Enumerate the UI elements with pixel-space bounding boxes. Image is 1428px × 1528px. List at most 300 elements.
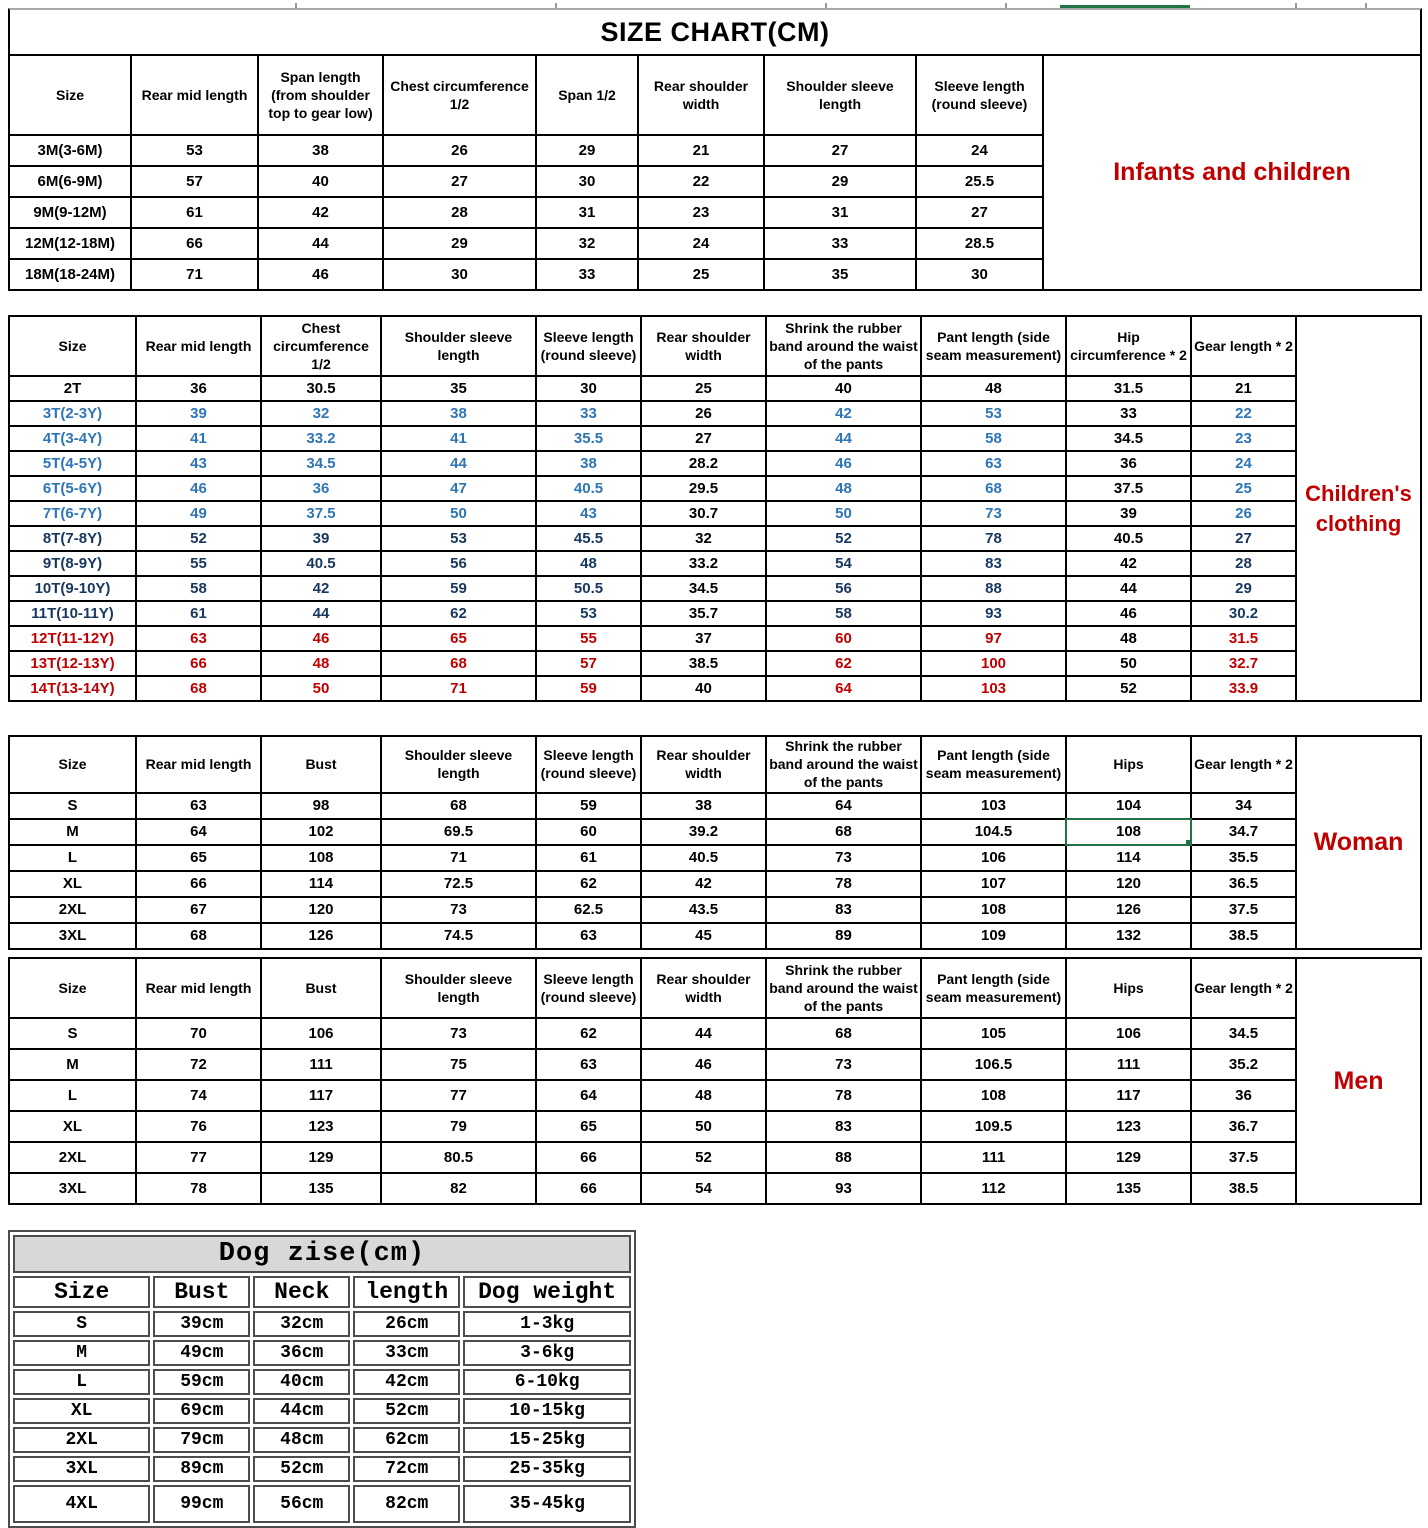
- column-header[interactable]: Size: [9, 736, 136, 793]
- value-cell[interactable]: 123: [261, 1111, 381, 1142]
- value-cell[interactable]: 31: [536, 197, 638, 228]
- value-cell[interactable]: 57: [536, 651, 641, 676]
- chart-title[interactable]: SIZE CHART(CM): [8, 8, 1422, 54]
- value-cell[interactable]: 83: [766, 1111, 921, 1142]
- column-header[interactable]: Pant length (side seam measurement): [921, 736, 1066, 793]
- value-cell[interactable]: 46: [136, 476, 261, 501]
- value-cell[interactable]: 29.5: [641, 476, 766, 501]
- value-cell[interactable]: 44: [258, 228, 383, 259]
- size-cell[interactable]: S: [9, 793, 136, 819]
- value-cell[interactable]: 41: [381, 426, 536, 451]
- value-cell[interactable]: 35-45kg: [463, 1485, 631, 1523]
- value-cell[interactable]: 52cm: [353, 1398, 460, 1424]
- value-cell[interactable]: 63: [136, 626, 261, 651]
- value-cell[interactable]: 38.5: [641, 651, 766, 676]
- selected-cell[interactable]: 108: [1066, 819, 1191, 845]
- value-cell[interactable]: 39.2: [641, 819, 766, 845]
- value-cell[interactable]: 57: [131, 166, 258, 197]
- size-cell[interactable]: 3XL: [9, 1173, 136, 1204]
- size-cell[interactable]: 4XL: [13, 1485, 150, 1523]
- size-cell[interactable]: 12M(12-18M): [9, 228, 131, 259]
- size-cell[interactable]: XL: [9, 1111, 136, 1142]
- value-cell[interactable]: 117: [1066, 1080, 1191, 1111]
- column-header[interactable]: Sleeve length (round sleeve): [916, 55, 1043, 135]
- woman-label[interactable]: Woman: [1297, 735, 1422, 950]
- value-cell[interactable]: 28.5: [916, 228, 1043, 259]
- column-header[interactable]: Pant length (side seam measurement): [921, 316, 1066, 376]
- value-cell[interactable]: 54: [766, 551, 921, 576]
- value-cell[interactable]: 24: [916, 135, 1043, 166]
- value-cell[interactable]: 72cm: [353, 1456, 460, 1482]
- column-header[interactable]: Shrink the rubber band around the waist of the pants: [766, 736, 921, 793]
- value-cell[interactable]: 63: [536, 923, 641, 949]
- value-cell[interactable]: 61: [136, 601, 261, 626]
- value-cell[interactable]: 43: [536, 501, 641, 526]
- value-cell[interactable]: 73: [921, 501, 1066, 526]
- value-cell[interactable]: 33: [536, 259, 638, 290]
- value-cell[interactable]: 44: [1066, 576, 1191, 601]
- value-cell[interactable]: 33.2: [261, 426, 381, 451]
- value-cell[interactable]: 42: [641, 871, 766, 897]
- value-cell[interactable]: 59cm: [153, 1369, 250, 1395]
- column-header[interactable]: Size: [13, 1276, 150, 1308]
- size-cell[interactable]: 6M(6-9M): [9, 166, 131, 197]
- value-cell[interactable]: 67: [136, 897, 261, 923]
- value-cell[interactable]: 55: [136, 551, 261, 576]
- value-cell[interactable]: 126: [261, 923, 381, 949]
- size-cell[interactable]: 3T(2-3Y): [9, 401, 136, 426]
- value-cell[interactable]: 36cm: [253, 1340, 350, 1366]
- column-header[interactable]: Sleeve length (round sleeve): [536, 736, 641, 793]
- value-cell[interactable]: 104: [1066, 793, 1191, 819]
- value-cell[interactable]: 10-15kg: [463, 1398, 631, 1424]
- value-cell[interactable]: 30: [536, 166, 638, 197]
- column-header[interactable]: Chest circumference 1/2: [383, 55, 536, 135]
- column-header[interactable]: Dog weight: [463, 1276, 631, 1308]
- value-cell[interactable]: 66: [136, 871, 261, 897]
- value-cell[interactable]: 35.5: [1191, 845, 1296, 871]
- value-cell[interactable]: 33cm: [353, 1340, 460, 1366]
- value-cell[interactable]: 50.5: [536, 576, 641, 601]
- value-cell[interactable]: 37.5: [1191, 897, 1296, 923]
- value-cell[interactable]: 126: [1066, 897, 1191, 923]
- column-header[interactable]: Rear shoulder width: [641, 316, 766, 376]
- value-cell[interactable]: 40cm: [253, 1369, 350, 1395]
- value-cell[interactable]: 58: [136, 576, 261, 601]
- value-cell[interactable]: 39: [136, 401, 261, 426]
- value-cell[interactable]: 36: [1191, 1080, 1296, 1111]
- value-cell[interactable]: 30: [383, 259, 536, 290]
- size-cell[interactable]: 3XL: [13, 1456, 150, 1482]
- value-cell[interactable]: 30.2: [1191, 601, 1296, 626]
- value-cell[interactable]: 52: [641, 1142, 766, 1173]
- value-cell[interactable]: 112: [921, 1173, 1066, 1204]
- column-header[interactable]: Gear length * 2: [1191, 316, 1296, 376]
- value-cell[interactable]: 37: [641, 626, 766, 651]
- column-header[interactable]: Shrink the rubber band around the waist of the pants: [766, 316, 921, 376]
- value-cell[interactable]: 73: [766, 845, 921, 871]
- value-cell[interactable]: 43: [136, 451, 261, 476]
- size-cell[interactable]: 9M(9-12M): [9, 197, 131, 228]
- value-cell[interactable]: 108: [261, 845, 381, 871]
- value-cell[interactable]: 30: [916, 259, 1043, 290]
- value-cell[interactable]: 34.5: [641, 576, 766, 601]
- value-cell[interactable]: 75: [381, 1049, 536, 1080]
- value-cell[interactable]: 98: [261, 793, 381, 819]
- value-cell[interactable]: 33: [536, 401, 641, 426]
- value-cell[interactable]: 61: [131, 197, 258, 228]
- value-cell[interactable]: 28.2: [641, 451, 766, 476]
- value-cell[interactable]: 71: [381, 676, 536, 701]
- value-cell[interactable]: 104.5: [921, 819, 1066, 845]
- size-cell[interactable]: 11T(10-11Y): [9, 601, 136, 626]
- value-cell[interactable]: 35: [764, 259, 916, 290]
- value-cell[interactable]: 69cm: [153, 1398, 250, 1424]
- value-cell[interactable]: 32: [261, 401, 381, 426]
- column-header[interactable]: Bust: [261, 958, 381, 1018]
- value-cell[interactable]: 53: [536, 601, 641, 626]
- column-header[interactable]: Pant length (side seam measurement): [921, 958, 1066, 1018]
- value-cell[interactable]: 77: [381, 1080, 536, 1111]
- value-cell[interactable]: 30.5: [261, 376, 381, 401]
- column-header[interactable]: Neck: [253, 1276, 350, 1308]
- value-cell[interactable]: 36.5: [1191, 871, 1296, 897]
- value-cell[interactable]: 111: [1066, 1049, 1191, 1080]
- size-cell[interactable]: 10T(9-10Y): [9, 576, 136, 601]
- value-cell[interactable]: 62: [536, 1018, 641, 1049]
- value-cell[interactable]: 36.7: [1191, 1111, 1296, 1142]
- value-cell[interactable]: 62.5: [536, 897, 641, 923]
- value-cell[interactable]: 106.5: [921, 1049, 1066, 1080]
- men-label[interactable]: Men: [1297, 957, 1422, 1205]
- value-cell[interactable]: 33: [1066, 401, 1191, 426]
- value-cell[interactable]: 40.5: [261, 551, 381, 576]
- value-cell[interactable]: 73: [381, 897, 536, 923]
- value-cell[interactable]: 108: [921, 897, 1066, 923]
- value-cell[interactable]: 55: [536, 626, 641, 651]
- value-cell[interactable]: 93: [766, 1173, 921, 1204]
- value-cell[interactable]: 27: [916, 197, 1043, 228]
- value-cell[interactable]: 31.5: [1066, 376, 1191, 401]
- value-cell[interactable]: 50: [381, 501, 536, 526]
- value-cell[interactable]: 103: [921, 793, 1066, 819]
- size-cell[interactable]: L: [9, 1080, 136, 1111]
- value-cell[interactable]: 64: [136, 819, 261, 845]
- value-cell[interactable]: 48: [641, 1080, 766, 1111]
- column-header[interactable]: Gear length * 2: [1191, 736, 1296, 793]
- value-cell[interactable]: 71: [131, 259, 258, 290]
- value-cell[interactable]: 40: [766, 376, 921, 401]
- value-cell[interactable]: 27: [383, 166, 536, 197]
- column-header[interactable]: Shoulder sleeve length: [764, 55, 916, 135]
- value-cell[interactable]: 58: [766, 601, 921, 626]
- value-cell[interactable]: 23: [1191, 426, 1296, 451]
- value-cell[interactable]: 1-3kg: [463, 1311, 631, 1337]
- value-cell[interactable]: 73: [766, 1049, 921, 1080]
- value-cell[interactable]: 38: [258, 135, 383, 166]
- column-header[interactable]: Chest circumference 1/2: [261, 316, 381, 376]
- children-label[interactable]: Children's clothing: [1297, 315, 1422, 702]
- value-cell[interactable]: 26cm: [353, 1311, 460, 1337]
- value-cell[interactable]: 46: [641, 1049, 766, 1080]
- value-cell[interactable]: 54: [641, 1173, 766, 1204]
- size-cell[interactable]: M: [9, 819, 136, 845]
- value-cell[interactable]: 97: [921, 626, 1066, 651]
- value-cell[interactable]: 32.7: [1191, 651, 1296, 676]
- value-cell[interactable]: 102: [261, 819, 381, 845]
- size-cell[interactable]: 2T: [9, 376, 136, 401]
- value-cell[interactable]: 39: [261, 526, 381, 551]
- column-header[interactable]: Sleeve length (round sleeve): [536, 958, 641, 1018]
- size-cell[interactable]: 18M(18-24M): [9, 259, 131, 290]
- value-cell[interactable]: 23: [638, 197, 764, 228]
- value-cell[interactable]: 64: [766, 676, 921, 701]
- value-cell[interactable]: 41: [136, 426, 261, 451]
- value-cell[interactable]: 66: [136, 651, 261, 676]
- value-cell[interactable]: 35.7: [641, 601, 766, 626]
- column-header[interactable]: Shoulder sleeve length: [381, 316, 536, 376]
- column-header[interactable]: Size: [9, 958, 136, 1018]
- value-cell[interactable]: 117: [261, 1080, 381, 1111]
- value-cell[interactable]: 45: [641, 923, 766, 949]
- value-cell[interactable]: 77: [136, 1142, 261, 1173]
- value-cell[interactable]: 106: [1066, 1018, 1191, 1049]
- value-cell[interactable]: 39: [1066, 501, 1191, 526]
- value-cell[interactable]: 68: [766, 1018, 921, 1049]
- value-cell[interactable]: 43.5: [641, 897, 766, 923]
- value-cell[interactable]: 25: [638, 259, 764, 290]
- value-cell[interactable]: 68: [381, 651, 536, 676]
- column-header[interactable]: Rear shoulder width: [641, 958, 766, 1018]
- column-header[interactable]: Hips: [1066, 958, 1191, 1018]
- value-cell[interactable]: 48cm: [253, 1427, 350, 1453]
- value-cell[interactable]: 100: [921, 651, 1066, 676]
- value-cell[interactable]: 61: [536, 845, 641, 871]
- size-cell[interactable]: XL: [13, 1398, 150, 1424]
- value-cell[interactable]: 107: [921, 871, 1066, 897]
- value-cell[interactable]: 78: [766, 1080, 921, 1111]
- value-cell[interactable]: 62: [381, 601, 536, 626]
- value-cell[interactable]: 50: [1066, 651, 1191, 676]
- value-cell[interactable]: 132: [1066, 923, 1191, 949]
- value-cell[interactable]: 59: [381, 576, 536, 601]
- value-cell[interactable]: 32cm: [253, 1311, 350, 1337]
- value-cell[interactable]: 33.9: [1191, 676, 1296, 701]
- value-cell[interactable]: 27: [1191, 526, 1296, 551]
- size-cell[interactable]: S: [9, 1018, 136, 1049]
- value-cell[interactable]: 42: [766, 401, 921, 426]
- value-cell[interactable]: 50: [261, 676, 381, 701]
- value-cell[interactable]: 71: [381, 845, 536, 871]
- value-cell[interactable]: 6-10kg: [463, 1369, 631, 1395]
- size-cell[interactable]: S: [13, 1311, 150, 1337]
- value-cell[interactable]: 108: [921, 1080, 1066, 1111]
- value-cell[interactable]: 37.5: [1066, 476, 1191, 501]
- value-cell[interactable]: 109.5: [921, 1111, 1066, 1142]
- column-header[interactable]: Size: [9, 55, 131, 135]
- value-cell[interactable]: 120: [261, 897, 381, 923]
- value-cell[interactable]: 50: [766, 501, 921, 526]
- value-cell[interactable]: 56: [381, 551, 536, 576]
- value-cell[interactable]: 135: [261, 1173, 381, 1204]
- column-header[interactable]: Hips: [1066, 736, 1191, 793]
- size-cell[interactable]: 8T(7-8Y): [9, 526, 136, 551]
- column-header[interactable]: Bust: [261, 736, 381, 793]
- value-cell[interactable]: 78: [136, 1173, 261, 1204]
- column-header[interactable]: Shoulder sleeve length: [381, 958, 536, 1018]
- value-cell[interactable]: 32: [536, 228, 638, 259]
- value-cell[interactable]: 26: [383, 135, 536, 166]
- column-header[interactable]: length: [353, 1276, 460, 1308]
- value-cell[interactable]: 46: [766, 451, 921, 476]
- value-cell[interactable]: 72.5: [381, 871, 536, 897]
- value-cell[interactable]: 52cm: [253, 1456, 350, 1482]
- size-cell[interactable]: 2XL: [9, 1142, 136, 1173]
- value-cell[interactable]: 53: [381, 526, 536, 551]
- size-cell[interactable]: M: [9, 1049, 136, 1080]
- value-cell[interactable]: 44: [641, 1018, 766, 1049]
- value-cell[interactable]: 109: [921, 923, 1066, 949]
- value-cell[interactable]: 68: [136, 923, 261, 949]
- value-cell[interactable]: 111: [921, 1142, 1066, 1173]
- column-header[interactable]: Size: [9, 316, 136, 376]
- value-cell[interactable]: 89: [766, 923, 921, 949]
- value-cell[interactable]: 29: [383, 228, 536, 259]
- value-cell[interactable]: 88: [921, 576, 1066, 601]
- value-cell[interactable]: 48: [1066, 626, 1191, 651]
- value-cell[interactable]: 28: [383, 197, 536, 228]
- size-cell[interactable]: 2XL: [13, 1427, 150, 1453]
- value-cell[interactable]: 53: [921, 401, 1066, 426]
- value-cell[interactable]: 62cm: [353, 1427, 460, 1453]
- value-cell[interactable]: 83: [921, 551, 1066, 576]
- value-cell[interactable]: 114: [1066, 845, 1191, 871]
- value-cell[interactable]: 129: [1066, 1142, 1191, 1173]
- size-cell[interactable]: 3XL: [9, 923, 136, 949]
- size-cell[interactable]: 2XL: [9, 897, 136, 923]
- value-cell[interactable]: 49: [136, 501, 261, 526]
- value-cell[interactable]: 103: [921, 676, 1066, 701]
- value-cell[interactable]: 83: [766, 897, 921, 923]
- column-header[interactable]: Span length (from shoulder top to gear low): [258, 55, 383, 135]
- value-cell[interactable]: 30: [536, 376, 641, 401]
- value-cell[interactable]: 42: [261, 576, 381, 601]
- value-cell[interactable]: 52: [1066, 676, 1191, 701]
- value-cell[interactable]: 46: [261, 626, 381, 651]
- value-cell[interactable]: 62: [766, 651, 921, 676]
- size-cell[interactable]: 12T(11-12Y): [9, 626, 136, 651]
- column-header[interactable]: Rear shoulder width: [638, 55, 764, 135]
- value-cell[interactable]: 29: [764, 166, 916, 197]
- value-cell[interactable]: 106: [261, 1018, 381, 1049]
- value-cell[interactable]: 42cm: [353, 1369, 460, 1395]
- value-cell[interactable]: 37.5: [261, 501, 381, 526]
- value-cell[interactable]: 31.5: [1191, 626, 1296, 651]
- value-cell[interactable]: 33: [764, 228, 916, 259]
- value-cell[interactable]: 24: [638, 228, 764, 259]
- size-cell[interactable]: 6T(5-6Y): [9, 476, 136, 501]
- column-header[interactable]: Sleeve length (round sleeve): [536, 316, 641, 376]
- column-header[interactable]: Bust: [153, 1276, 250, 1308]
- value-cell[interactable]: 65: [536, 1111, 641, 1142]
- value-cell[interactable]: 63: [536, 1049, 641, 1080]
- value-cell[interactable]: 25-35kg: [463, 1456, 631, 1482]
- value-cell[interactable]: 65: [381, 626, 536, 651]
- value-cell[interactable]: 66: [536, 1142, 641, 1173]
- value-cell[interactable]: 25.5: [916, 166, 1043, 197]
- value-cell[interactable]: 24: [1191, 451, 1296, 476]
- value-cell[interactable]: 27: [764, 135, 916, 166]
- column-header[interactable]: Rear mid length: [136, 958, 261, 1018]
- value-cell[interactable]: 48: [536, 551, 641, 576]
- value-cell[interactable]: 39cm: [153, 1311, 250, 1337]
- column-header[interactable]: Span 1/2: [536, 55, 638, 135]
- value-cell[interactable]: 99cm: [153, 1485, 250, 1523]
- value-cell[interactable]: 79: [381, 1111, 536, 1142]
- value-cell[interactable]: 26: [1191, 501, 1296, 526]
- value-cell[interactable]: 59: [536, 676, 641, 701]
- value-cell[interactable]: 40: [641, 676, 766, 701]
- value-cell[interactable]: 42: [1066, 551, 1191, 576]
- value-cell[interactable]: 66: [536, 1173, 641, 1204]
- value-cell[interactable]: 34.5: [261, 451, 381, 476]
- size-cell[interactable]: 5T(4-5Y): [9, 451, 136, 476]
- value-cell[interactable]: 34: [1191, 793, 1296, 819]
- value-cell[interactable]: 38: [536, 451, 641, 476]
- value-cell[interactable]: 48: [766, 476, 921, 501]
- value-cell[interactable]: 62: [536, 871, 641, 897]
- value-cell[interactable]: 40.5: [1066, 526, 1191, 551]
- size-cell[interactable]: L: [9, 845, 136, 871]
- value-cell[interactable]: 78: [921, 526, 1066, 551]
- value-cell[interactable]: 46: [1066, 601, 1191, 626]
- infants-label[interactable]: Infants and children: [1044, 54, 1422, 291]
- value-cell[interactable]: 37.5: [1191, 1142, 1296, 1173]
- value-cell[interactable]: 31: [764, 197, 916, 228]
- value-cell[interactable]: 36: [261, 476, 381, 501]
- value-cell[interactable]: 36: [136, 376, 261, 401]
- value-cell[interactable]: 33.2: [641, 551, 766, 576]
- value-cell[interactable]: 34.5: [1191, 1018, 1296, 1049]
- value-cell[interactable]: 25: [1191, 476, 1296, 501]
- value-cell[interactable]: 111: [261, 1049, 381, 1080]
- value-cell[interactable]: 59: [536, 793, 641, 819]
- value-cell[interactable]: 29: [1191, 576, 1296, 601]
- value-cell[interactable]: 30.7: [641, 501, 766, 526]
- column-header[interactable]: Rear mid length: [136, 736, 261, 793]
- value-cell[interactable]: 28: [1191, 551, 1296, 576]
- value-cell[interactable]: 46: [258, 259, 383, 290]
- dog-table-title[interactable]: Dog zise(cm): [13, 1235, 631, 1273]
- value-cell[interactable]: 79cm: [153, 1427, 250, 1453]
- column-header[interactable]: Rear mid length: [131, 55, 258, 135]
- value-cell[interactable]: 38.5: [1191, 923, 1296, 949]
- value-cell[interactable]: 64: [766, 793, 921, 819]
- value-cell[interactable]: 120: [1066, 871, 1191, 897]
- value-cell[interactable]: 68: [136, 676, 261, 701]
- value-cell[interactable]: 50: [641, 1111, 766, 1142]
- value-cell[interactable]: 58: [921, 426, 1066, 451]
- value-cell[interactable]: 70: [136, 1018, 261, 1049]
- value-cell[interactable]: 64: [536, 1080, 641, 1111]
- column-header[interactable]: Hip circumference * 2: [1066, 316, 1191, 376]
- value-cell[interactable]: 48: [261, 651, 381, 676]
- value-cell[interactable]: 106: [921, 845, 1066, 871]
- value-cell[interactable]: 63: [136, 793, 261, 819]
- value-cell[interactable]: 68: [766, 819, 921, 845]
- value-cell[interactable]: 89cm: [153, 1456, 250, 1482]
- value-cell[interactable]: 29: [536, 135, 638, 166]
